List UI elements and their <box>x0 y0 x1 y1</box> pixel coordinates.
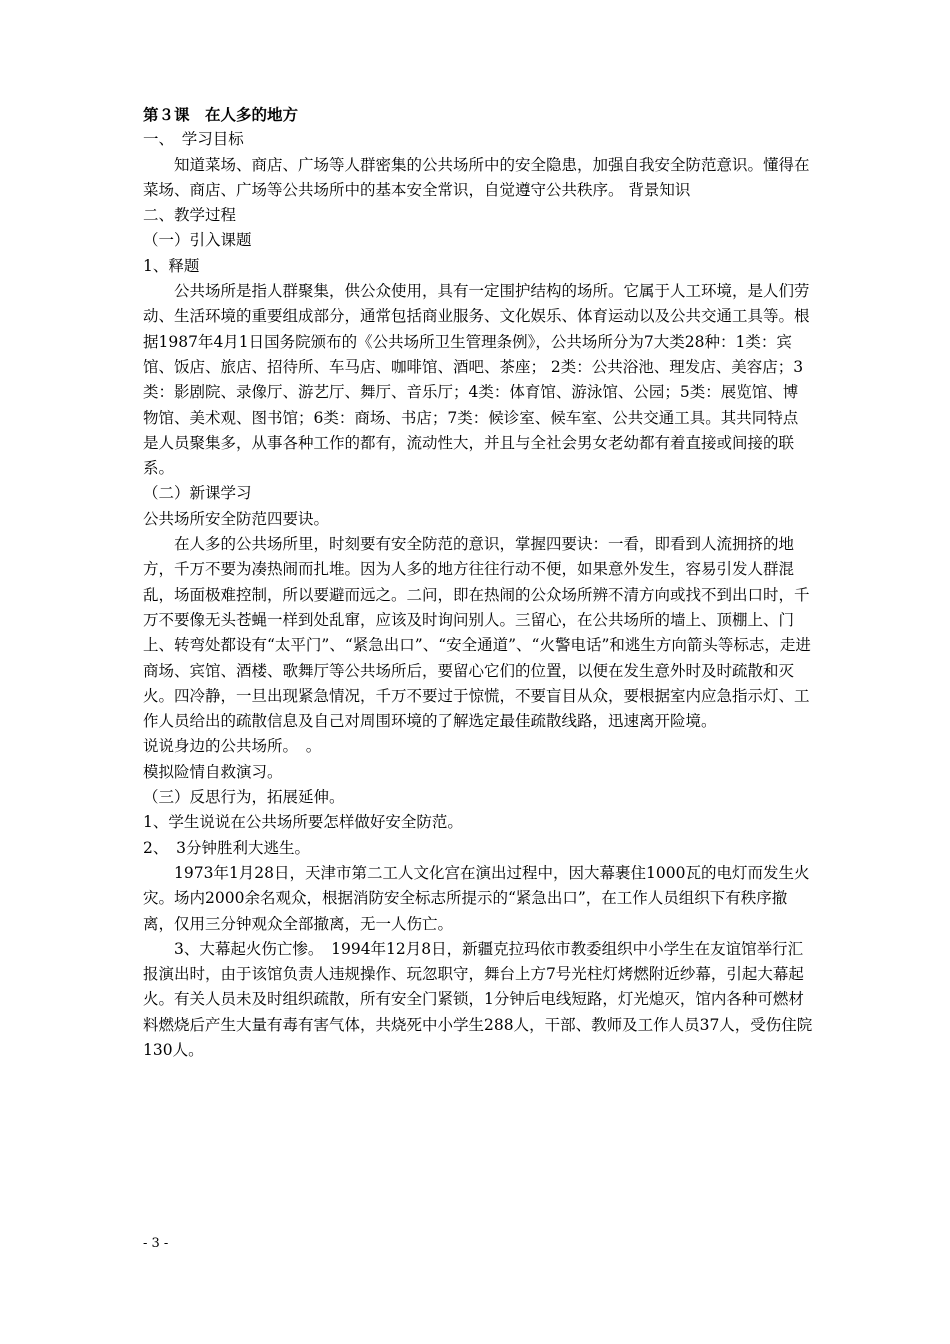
escape-story-paragraph: 1973年1月28日，天津市第二工人文化宫在演出过程中，因大幕裹住1000瓦的电灯而发生火灾。场内2000余名观众，根据消防安全标志所提示的“紧急出口”，在工作人员组织下有秩序撤离，仅用三分钟观众全部撤离，无一人伤亡。 <box>143 863 810 933</box>
definition-paragraph: 公共场所是指人群聚集，供公众使用，具有一定围护结构的场所。它属于人工环境，是人们劳动、生活环境的重要组成部分，通常包括商业服务、文化娱乐、体育运动以及公共交通工具等。根据1987年4月1日国务院颁布的《公共场所卫生管理条例》，公共场所分为7大类28种：1类：宾馆、饭店、旅店、招待所、车马店、咖啡馆、酒吧、茶座； 2类：公共浴池、理发店、美容店；3类：影剧院、录像厅、游艺厅、舞厅、音乐厅；4类：体育馆、游泳馆、公园；5类：展览馆、博物馆、美术观、图书馆；6类：商场、书店；7类：候诊室、候车室、公共交通工具。其共同特点是人员聚集多，从事各种工作的都有，流动性大，并且与全社会男女老幼都有着直接或间接的联系。 <box>143 282 810 478</box>
fire-story-paragraph: 3、大幕起火伤亡惨。 1994年12月8日，新疆克拉玛依市教委组织中小学生在友谊馆举行汇报演出时，由于该馆负责人违规操作、玩忽职守，舞台上方7号光柱灯烤燃附近纱幕，引起大幕起火。有关人员未及时组织疏散，所有安全门紧锁，1分钟后电线短路，灯光熄灭，馆内各种可燃材料燃烧后产生大量有毒有害气体，共烧死中小学生288人，干部、教师及工作人员37人，受伤住院130人。 <box>143 939 813 1059</box>
lesson-title: 第３课 在人多的地方 <box>143 105 299 124</box>
drill-line: 模拟险情自救演习。 <box>143 762 283 781</box>
part-heading-new-lesson: （二）新课学习 <box>143 484 252 503</box>
item-explain-title: 1、释题 <box>143 256 200 275</box>
item-discuss: 1、学生说说在公共场所要怎样做好安全防范。 <box>143 813 463 832</box>
document-body <box>143 102 813 1063</box>
page-number: - 3 - <box>143 1236 169 1251</box>
item-escape: 2、 3分钟胜利大逃生。 <box>143 838 310 857</box>
four-tips-paragraph: 在人多的公共场所里，时刻要有安全防范的意识，掌握四要诀：一看，即看到人流拥挤的地方，千万不要为凑热闹而扎堆。因为人多的地方往往行动不便，如果意外发生，容易引发人群混乱，场面极难控制，所以要避而远之。二问，即在热闹的公众场所辨不清方向或找不到出口时，千万不要像无头苍蝇一样到处乱窜，应该及时询问别人。三留心，在公共场所的墙上、顶棚上、门上、转弯处都设有“太平门”、“紧急出口”、“安全通道”、“火警电话”和逃生方向箭头等标志，走进商场、宾馆、酒楼、歌舞厅等公共场所后，要留心它们的位置，以便在发生意外时及时疏散和灭火。四冷静，一旦出现紧急情况，千万不要过于惊慌，不要盲目从众，要根据室内应急指示灯、工作人员给出的疏散信息及自己对周围环境的了解选定最佳疏散线路，迅速离开险境。 <box>143 535 811 731</box>
section-heading-goals: 一、 学习目标 <box>143 130 244 149</box>
talk-line: 说说身边的公共场所。 。 <box>143 737 322 756</box>
part-heading-intro: （一）引入课题 <box>143 231 252 250</box>
goals-paragraph: 知道菜场、商店、广场等人群密集的公共场所中的安全隐患，加强自我安全防范意识。懂得在菜场、商店、广场等公共场所中的基本安全常识，自觉遵守公共秩序。 背景知识 <box>143 155 810 199</box>
section-heading-process: 二、教学过程 <box>143 206 237 225</box>
part-heading-reflect: （三）反思行为，拓展延伸。 <box>143 788 345 807</box>
four-tips-intro: 公共场所安全防范四要诀。 <box>143 509 330 528</box>
